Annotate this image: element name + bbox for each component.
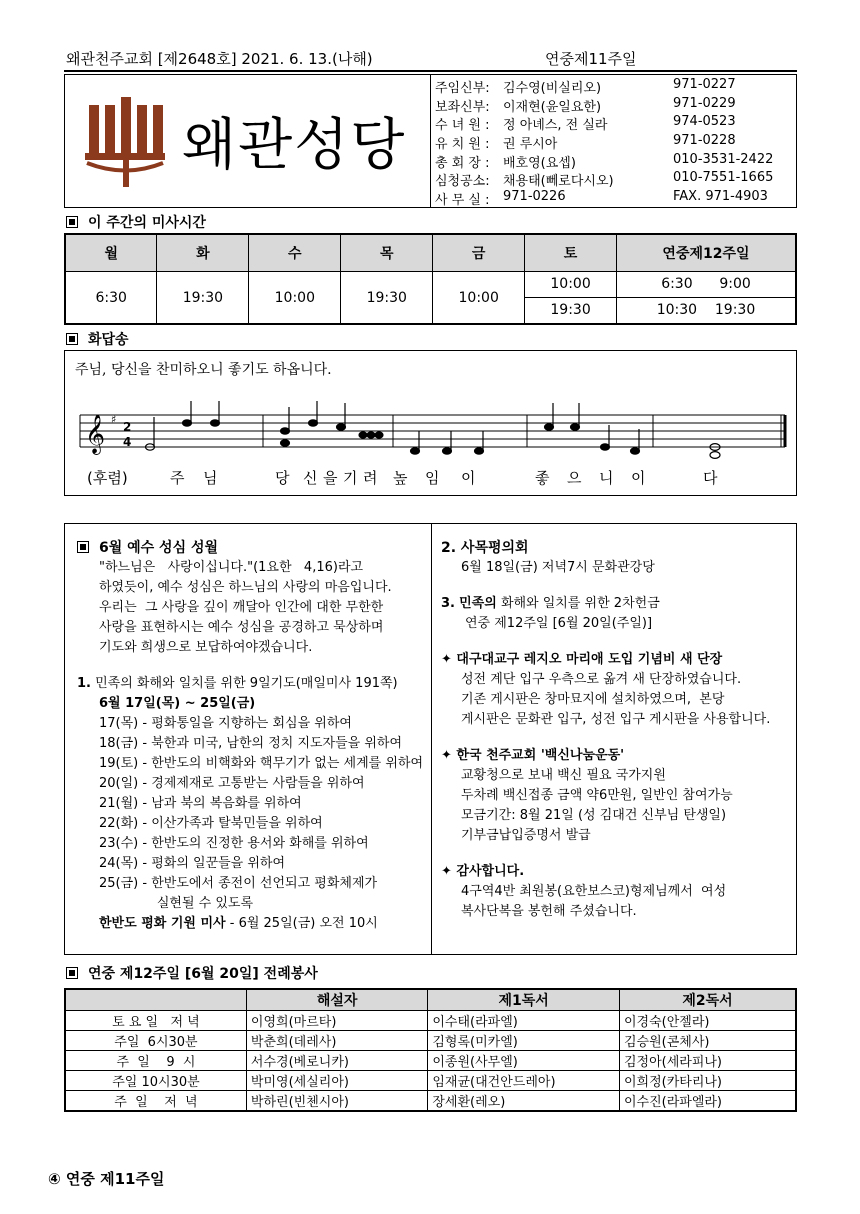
mass-time: 10:00 (249, 272, 341, 325)
liturgy-service-table (64, 988, 797, 1112)
mass-time-slot: 6:30 9:00 (617, 272, 795, 298)
psalm-refrain-text: 주님, 당신을 찬미하오니 좋기도 하옵니다. (75, 362, 332, 378)
service-time: 주 일 저 녁 (65, 1091, 246, 1112)
page-footer: ④ 연중 제11주일 (48, 1170, 165, 1188)
parish-emblem-icon (77, 93, 172, 193)
section-bullet-icon (66, 967, 78, 979)
novena-intentions-list (77, 714, 427, 914)
mass-time: 10:00 (433, 272, 525, 325)
staff-phone: 010-3531-2422 (673, 151, 774, 167)
mass-day-header: 토 (525, 234, 617, 272)
notice-line: 20(일) - 경제제재로 고통받는 사람들을 위하여 (99, 776, 365, 791)
mass-time-slot: 10:30 19:30 (656, 302, 756, 318)
lyric-syllable: 신 (303, 469, 318, 487)
service-minister: 박하린(빈첸시아) (246, 1091, 427, 1112)
lyric-syllable: 임 (425, 469, 440, 487)
notice-line: 성전 계단 입구 우측으로 옮겨 새 단장하였습니다. (461, 672, 742, 687)
pastoral-council-body: 6월 18일(금) 저녁7시 문화관강당 (461, 560, 655, 575)
service-minister: 이희정(카타리나) (619, 1071, 796, 1091)
service-minister: 이경숙(안젤라) (619, 1011, 796, 1031)
table-row (65, 1011, 796, 1031)
novena-period: 6월 17일(목) ~ 25일(금) (99, 696, 256, 711)
lyric-syllable: 으 (567, 469, 582, 487)
notice-line: 우리는 그 사랑을 깊이 깨달아 인간에 대한 무한한 (99, 600, 384, 615)
parish-info-box (64, 74, 797, 208)
staff-phone: 971-0229 (673, 95, 736, 111)
service-time: 토 요 일 저 녁 (65, 1011, 246, 1031)
notice-line: 기부금납입증명서 발급 (461, 828, 591, 843)
staff-phone: 974-0523 (673, 114, 736, 130)
staff-role: 보좌신부: (435, 99, 490, 115)
service-minister: 장세환(레오) (428, 1091, 620, 1112)
mass-day-header: 연중제12주일 (616, 234, 796, 272)
service-time: 주일 10시30분 (65, 1071, 246, 1091)
lyric-syllable: 이 (631, 469, 646, 487)
info-divider (430, 75, 431, 207)
service-minister: 서수경(베로니카) (246, 1051, 427, 1071)
staff-row (435, 189, 795, 208)
notice-line: 교황청으로 보내 백신 필요 국가지원 (461, 768, 666, 783)
section-bullet-icon (66, 216, 78, 228)
notice-line: 실현될 수 있도록 (99, 896, 254, 911)
service-header: 해설자 (246, 989, 427, 1011)
staff-phone: 010-7551-1665 (673, 170, 774, 186)
service-minister: 김정아(세라피나) (619, 1051, 796, 1071)
lyric-syllable: 니 (599, 469, 614, 487)
thanks-body (441, 882, 793, 922)
notice-line: 복사단복을 봉헌해 주셨습니다. (461, 904, 637, 919)
notice-line: 17(목) - 평화통일을 지향하는 회심을 위하여 (99, 716, 352, 731)
special-collection-body: 연중 제12주일 [6월 20일(주일)] (465, 616, 653, 631)
mass-schedule-table (64, 233, 797, 325)
service-minister: 이수진(라파엘라) (619, 1091, 796, 1112)
staff-directory (435, 77, 795, 208)
mass-day-header: 화 (157, 234, 249, 272)
lyric-syllable: 높 (393, 469, 408, 487)
mass-day-header: 수 (249, 234, 341, 272)
mass-time: 19:30 (341, 272, 433, 325)
thanks-title: ✦ 감사합니다. (441, 864, 525, 879)
header-rule (64, 70, 797, 72)
treble-clef-icon: 𝄞 (85, 414, 106, 454)
psalm-box (64, 350, 797, 496)
mass-day-header: 금 (433, 234, 525, 272)
service-minister: 이수태(라파엘) (428, 1011, 620, 1031)
notice-line: 23(수) - 한반도의 진정한 용서와 화해를 위하여 (99, 836, 369, 851)
staff-name: 이재현(윤일요한) (503, 99, 602, 115)
lyric-syllable: 좋 (535, 469, 550, 487)
lyric-syllable: 주 (170, 469, 185, 487)
service-section-title: 연중 제12주일 [6월 20일] 전례봉사 (66, 963, 318, 983)
legio-monument-body (441, 670, 793, 730)
notice-line: 사랑을 표현하시는 예수 성심을 공경하고 묵상하며 (99, 620, 384, 635)
lyric-syllable: 당 (275, 469, 290, 487)
notice-line: 25(금) - 한반도에서 종전이 선언되고 평화체제가 (99, 876, 378, 891)
service-minister: 김승원(콘체사) (619, 1031, 796, 1051)
staff-name: 배호영(요셉) (503, 155, 576, 171)
lyric-syllable: 다 (703, 469, 718, 487)
sacred-heart-month-title: 6월 예수 성심 성월 (77, 538, 427, 558)
diamond-bullet-icon: ✦ (441, 748, 457, 763)
staff-role: 심청공소: (435, 174, 490, 190)
service-minister: 임재균(대건안드레아) (428, 1071, 620, 1091)
section-bullet-icon (66, 333, 78, 345)
mass-time-sunday (616, 272, 796, 325)
lyric-syllable: 기 (343, 469, 358, 487)
psalm-lyrics (87, 469, 718, 487)
mass-day-header: 목 (341, 234, 433, 272)
sacred-heart-body (77, 558, 427, 658)
time-signature-top: 2 (123, 420, 132, 434)
mass-time-saturday (525, 272, 617, 325)
psalm-score (75, 395, 787, 495)
staff-row (435, 77, 795, 96)
notice-line: 하였듯이, 예수 성심은 하느님의 사랑의 마음입니다. (99, 580, 392, 595)
service-minister: 이영희(마르타) (246, 1011, 427, 1031)
staff-phone: FAX. 971-4903 (673, 189, 768, 205)
vaccine-sharing-body (441, 766, 793, 846)
staff-role: 총 회 장 : (435, 155, 490, 171)
special-collection-title: 3. 민족의 화해와 일치를 위한 2차헌금 (441, 596, 660, 611)
notice-line: 기존 게시판은 창마묘지에 설치하였으며, 본당 (461, 692, 725, 707)
notice-line: 21(월) - 남과 북의 복음화를 위하여 (99, 796, 302, 811)
table-row (65, 1051, 796, 1071)
notices-left-column (77, 538, 427, 934)
staff-row (435, 170, 795, 189)
notices-box (64, 523, 797, 955)
lyric-syllable: (후렴) (87, 469, 128, 487)
diamond-bullet-icon: ✦ (441, 652, 457, 667)
service-header: 제1독서 (428, 989, 620, 1011)
peace-mass-line: 한반도 평화 기원 미사 - 6월 25일(금) 오전 10시 (99, 916, 378, 931)
section-bullet-icon (77, 541, 89, 553)
staff-role: 사 무 실 : (435, 193, 490, 209)
notice-line: 19(토) - 한반도의 비핵화와 핵무기가 없는 세계를 위하여 (99, 756, 424, 771)
novena-title: 1. 민족의 화해와 일치를 위한 9일기도(매일미사 191쪽) (77, 676, 398, 691)
lyric-syllable: 이 (461, 469, 476, 487)
notice-line: 24(목) - 평화의 일꾼들을 위하여 (99, 856, 286, 871)
staff-role: 주임신부: (435, 81, 490, 96)
staff-role: 수 녀 원 : (435, 118, 490, 134)
mass-time-slot: 19:30 (550, 302, 591, 318)
liturgical-day: 연중제11주일 (545, 50, 637, 68)
mass-time: 6:30 (65, 272, 157, 325)
legio-monument-title: ✦ 대구대교구 레지오 마리애 도입 기념비 새 단장 (441, 652, 723, 667)
staff-phone: 971-0228 (673, 133, 736, 149)
notice-line: 기도와 희생으로 보답하여야겠습니다. (99, 640, 313, 655)
staff-row (435, 96, 795, 115)
vaccine-sharing-title: ✦ 한국 천주교회 '백신나눔운동' (441, 748, 625, 763)
notice-line: 18(금) - 북한과 미국, 남한의 정치 지도자들을 위하여 (99, 736, 403, 751)
staff-name: 채용태(뻬로다시오) (503, 174, 614, 190)
lyric-syllable: 을 (323, 469, 338, 487)
staff-row (435, 114, 795, 133)
mass-time-slot: 10:00 (525, 272, 616, 298)
notice-line: 두차례 백신접종 금액 약6만원, 일반인 참여가능 (461, 788, 733, 803)
service-minister: 박춘희(데레사) (246, 1031, 427, 1051)
service-time: 주 일 9 시 (65, 1051, 246, 1071)
staff-phone: 971-0227 (673, 77, 736, 92)
notices-divider (431, 524, 432, 954)
service-minister: 박미영(세실리아) (246, 1071, 427, 1091)
table-row (65, 1091, 796, 1112)
parish-logo (77, 93, 417, 193)
notice-line: 22(화) - 이산가족과 탈북민들을 위하여 (99, 816, 323, 831)
notice-line: "하느님은 사랑이십니다."(1요한 4,16)라고 (99, 560, 364, 575)
mass-time: 19:30 (157, 272, 249, 325)
lyric-syllable: 려 (363, 469, 378, 487)
diamond-bullet-icon: ✦ (441, 864, 457, 879)
staff-row (435, 152, 795, 171)
staff-name: 정 아녜스, 전 실라 (503, 118, 608, 134)
service-time: 주일 6시30분 (65, 1031, 246, 1051)
notice-line: 게시판은 문화관 입구, 성전 입구 게시판을 사용합니다. (461, 712, 771, 727)
service-minister: 김형록(미카엘) (428, 1031, 620, 1051)
score-notes (146, 401, 721, 458)
psalm-section-title: 화답송 (66, 329, 129, 349)
table-row (65, 1031, 796, 1051)
notices-right-column (441, 538, 793, 922)
parish-name-logo: 왜관성당 (182, 113, 407, 178)
time-signature-bottom: 4 (123, 435, 132, 449)
staff-name: 권 루시아 (503, 137, 558, 153)
service-header: 제2독서 (619, 989, 796, 1011)
lyric-syllable: 님 (203, 469, 218, 487)
staff-name: 김수영(비실리오) (503, 81, 602, 96)
bulletin-issue-line: 왜관천주교회 [제2648호] 2021. 6. 13.(나해) (66, 50, 373, 68)
table-row (65, 1071, 796, 1091)
notice-line: 4구역4반 최원봉(요한보스코)형제님께서 여성 (461, 884, 727, 899)
pastoral-council-title: 2. 사목평의회 (441, 540, 529, 556)
staff-role: 유 치 원 : (435, 137, 490, 153)
key-signature-icon: ♯ (111, 413, 117, 426)
staff-row (435, 133, 795, 152)
service-header (65, 989, 246, 1011)
staff-name: 971-0226 (503, 189, 566, 205)
mass-section-title: 이 주간의 미사시간 (66, 212, 206, 232)
notice-line: 모금기간: 8월 21일 (성 김대건 신부님 탄생일) (461, 808, 727, 823)
service-minister: 이종원(사무엘) (428, 1051, 620, 1071)
mass-day-header: 월 (65, 234, 157, 272)
